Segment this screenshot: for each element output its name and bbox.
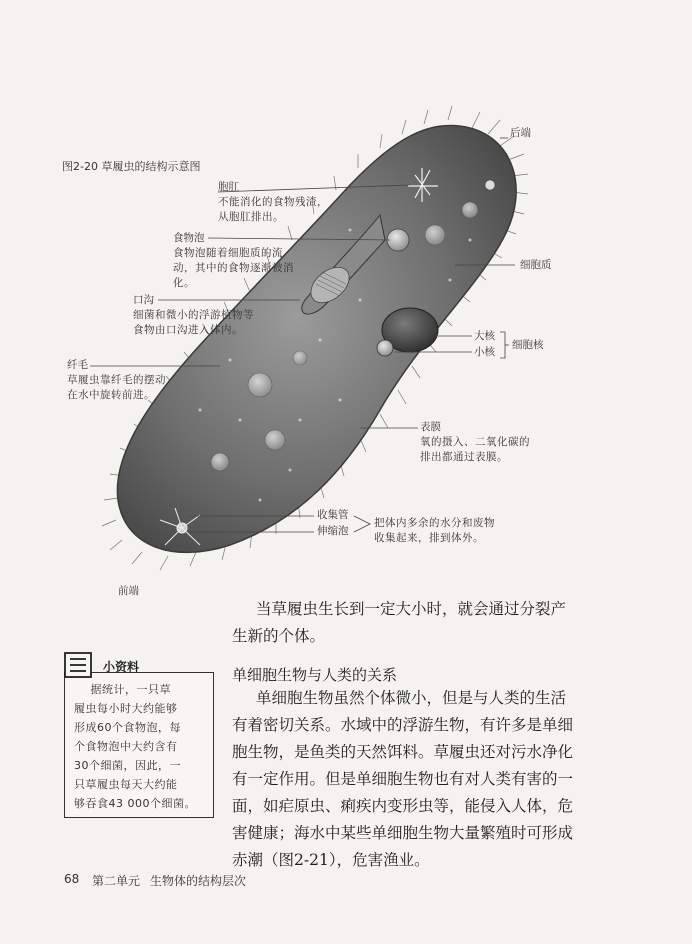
intro-line-2: 生新的个体。 [232,627,326,645]
sidebar-title: 小资料 [103,660,140,674]
label-nucleus: 细胞核 [512,339,544,351]
sidebar-line-3: 形成60个食物泡，每 [74,721,181,734]
label-anal-pore [218,180,328,225]
food-vacuole-shape [387,229,409,251]
paragraph-line-7: 赤潮（图2-21），危害渔业。 [232,851,430,869]
paragraph-line-6: 害健康；海水中某些单细胞生物大量繁殖时可形成 [232,824,574,842]
oral-groove-title: 口沟 [133,294,154,306]
label-food-vacuole [173,231,294,291]
cilia-title: 纤毛 [67,359,88,371]
label-rear-end: 后端 [510,127,531,139]
label-membrane [420,420,530,465]
book-icon [64,652,100,678]
label-cytoplasm: 细胞质 [520,259,552,271]
sidebar-line-7: 够吞食43 000个细菌。 [74,797,196,810]
oral-groove-desc-2: 食物由口沟进入体内。 [133,324,243,336]
food-vacuole-title: 食物泡 [173,232,205,244]
paragraph-line-5: 面，如疟原虫、痢疾内变形虫等，能侵入人体，危 [232,797,574,815]
sidebar-line-5: 30个细菌，因此，一 [74,759,181,772]
paragraph-line-2: 有着密切关系。水域中的浮游生物，有许多是单细 [232,716,574,734]
sidebar-line-1: 据统计，一只草 [90,683,171,696]
food-vacuole-desc-1: 食物泡随着细胞质的流 [173,247,283,259]
oral-groove-desc-1: 细菌和微小的浮游植物等 [133,309,254,321]
label-front-end: 前端 [118,585,139,597]
membrane-desc-1: 氧的摄入、二氧化碳的 [420,436,530,448]
food-vacuole-desc-2: 动，其中的食物逐渐被消 [173,262,294,274]
anal-pore-desc-2: 从胞肛排出。 [218,211,284,223]
section-title: 单细胞生物与人类的关系 [232,666,398,684]
paragraph-line-3: 胞生物，是鱼类的天然饵料。草履虫还对污水净化 [232,743,574,761]
cilia-desc-1: 草履虫靠纤毛的摆动 [67,374,166,386]
micronucleus-shape [377,340,393,356]
intro-line-1: 当草履虫生长到一定大小时，就会通过分裂产 [256,600,567,618]
membrane-title: 表膜 [420,421,441,433]
footer-unit: 第二单元 [92,874,141,888]
label-contractile-vacuole: 伸缩泡 [317,525,349,537]
sidebar-line-6: 只草履虫每天大约能 [74,778,178,791]
label-oral-groove [133,293,254,338]
membrane-desc-2: 排出都通过表膜。 [420,451,508,463]
food-vacuole-desc-3: 化。 [173,277,195,289]
footer-chapter: 生物体的结构层次 [150,874,247,888]
page-number: 68 [64,872,80,886]
paragraph-line-4: 有一定作用。但是单细胞生物也有对人类有害的一 [232,770,574,788]
sidebar-line-4: 个食物泡中大约含有 [74,740,178,753]
label-micronucleus: 小核 [474,346,495,358]
label-collecting-canal: 收集管 [317,509,349,521]
label-macronucleus: 大核 [474,330,495,342]
anal-pore-title: 胞肛 [218,181,239,193]
paragraph-line-1: 单细胞生物虽然个体微小，但是与人类的生活 [256,689,567,707]
anal-pore-desc-1: 不能消化的食物残渣， [218,196,328,208]
label-cilia [67,358,166,403]
excretion-desc-1: 把体内多余的水分和废物 [374,517,495,529]
label-excretion [374,516,495,546]
figure-title: 图2-20 草履虫的结构示意图 [62,160,201,173]
sidebar-text [74,680,208,813]
cilia-desc-2: 在水中旋转前进。 [67,389,155,401]
sidebar-line-2: 履虫每小时大约能够 [74,702,178,715]
excretion-desc-2: 收集起来，排到体外。 [374,532,484,544]
